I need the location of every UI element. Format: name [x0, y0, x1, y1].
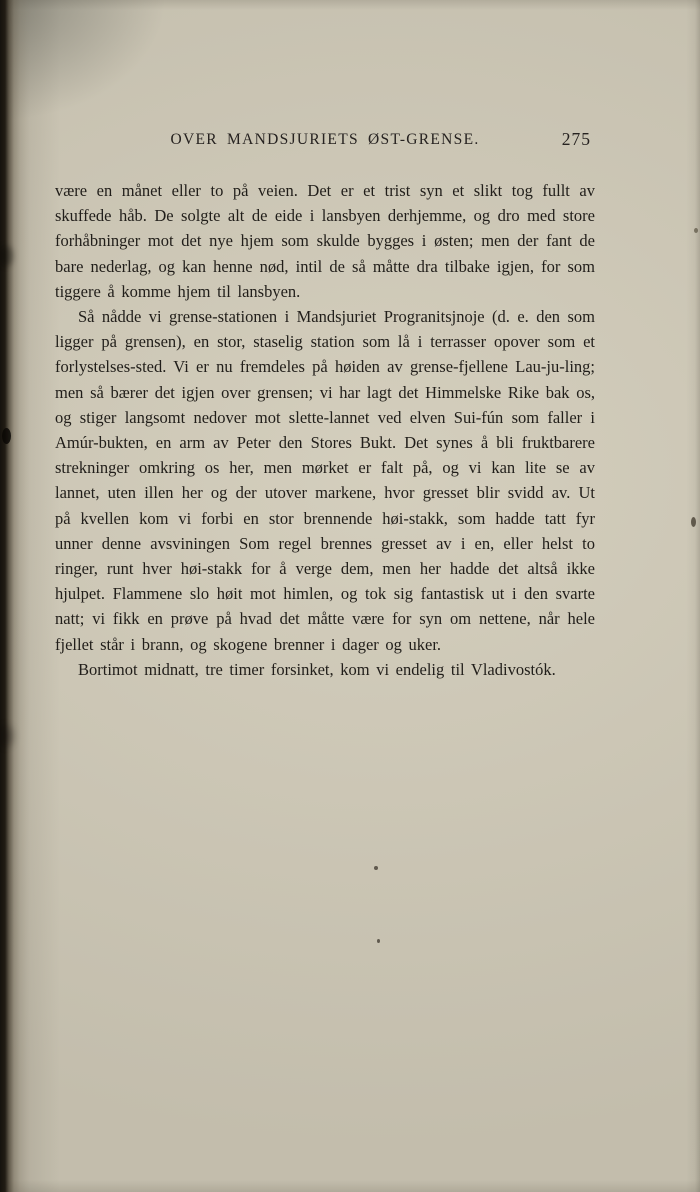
- page-body-text: [55, 178, 595, 682]
- running-header: [55, 131, 595, 155]
- book-binding-edge: [0, 0, 30, 1192]
- scan-artifact: [374, 866, 378, 870]
- scan-artifact: [377, 939, 380, 943]
- binding-ink-blot: [2, 428, 11, 444]
- page-number: 275: [561, 129, 591, 149]
- text-block: [55, 131, 595, 682]
- scan-artifact: [691, 517, 696, 527]
- paragraph: være en månet eller to på veien. Det er et trist syn et slikt tog fullt av skuffede håb. De solgte alt de eide i lansbyen derhjemme, og dro med store forhåbninger mot det nye hjem som skulde bygges i østen; men der fant de bare nederlag, og kan henne nød, intil de så måtte dra tilbake igjen, for som tiggere å komme hjem til lansbyen.: [55, 181, 595, 301]
- paragraph: Bortimot midnatt, tre timer forsinket, kom vi endelig til Vladivostók.: [78, 659, 556, 679]
- running-header-title: OVER MANDSJURIETS ØST-GRENSE.: [170, 131, 480, 148]
- scan-artifact: [694, 228, 698, 233]
- paragraph: Så nådde vi grense-stationen i Mandsjuriet Progranitsjnoje (d. e. den som ligger på grensen), en stor, staselig station som lå i terrasser opover som et forlystelses-sted. Vi er nu fremdeles på høiden av grense-fjellene Lau-ju-ling; men så bærer det igjen over grensen; vi har lagt det Himmelske Rike bak os, og stiger langsomt nedover mot slette-lannet ved elven Sui-fún som faller i Amúr-bukten, en arm av Peter den Stores Bukt. Det synes å bli fruktbarere strekninger omkring os her, men mørket er falt på, og vi kan lite se av lannet, uten illen her og der utover markene, hvor gresset blir svidd av. Ut på kvellen kom vi forbi en stor brennende høi-stakk, som hadde tatt fyr unner denne avsviningen Som regel brennes gresset av i en, eller helst to ringer, runt hver høi-stakk for å verge dem, men her hadde det altså ikke hjulpet. Flammene slo høit mot himlen, og tok sig fantastisk ut i den svarte natt; vi fikk en prøve på hvad det måtte være for syn om nettene, når hele fjellet står i brann, og skogene brenner i dager og uker.: [55, 307, 595, 654]
